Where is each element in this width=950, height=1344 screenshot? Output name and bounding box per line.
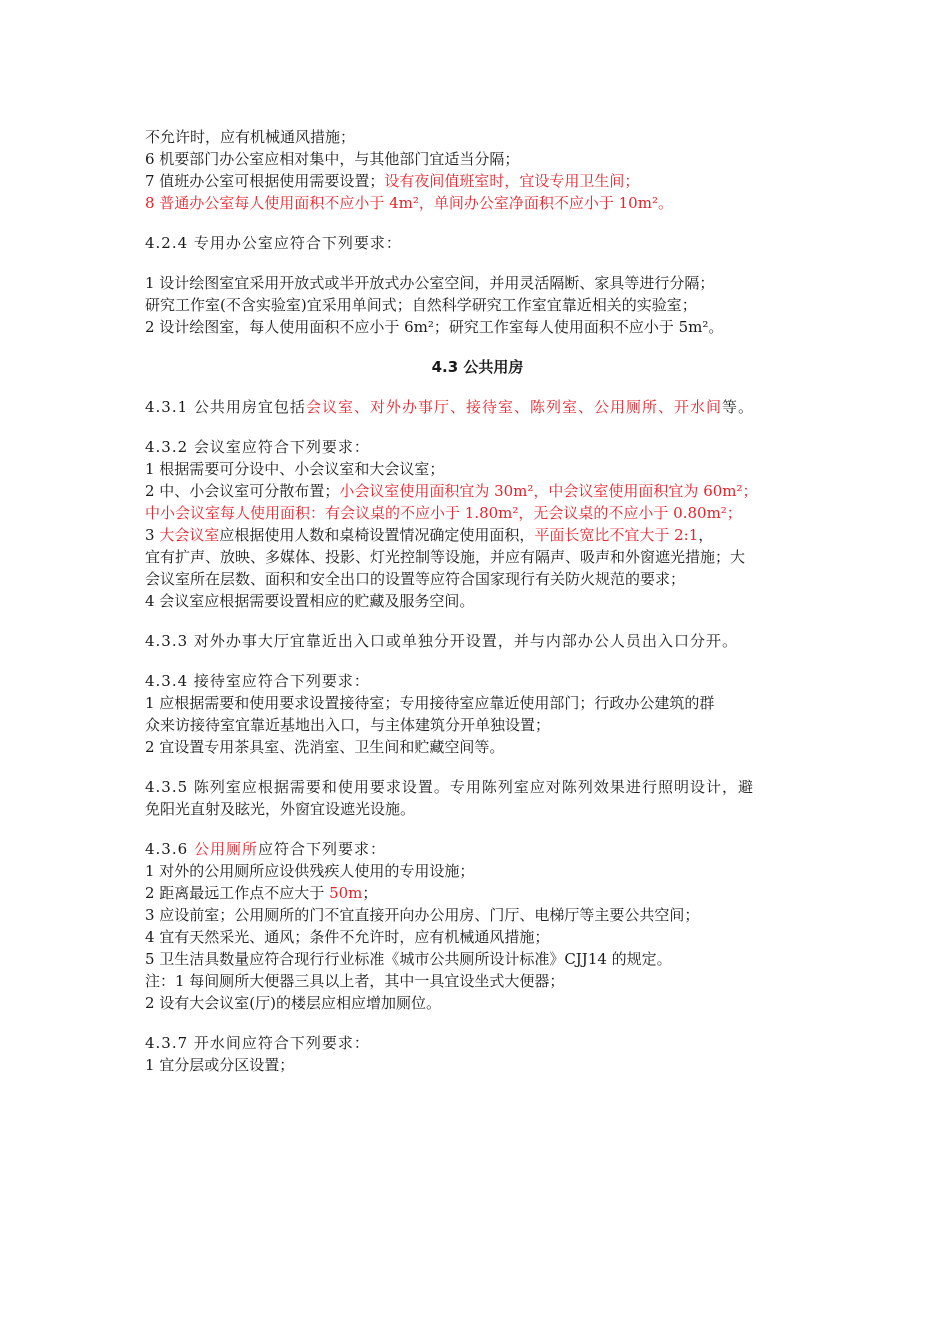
text-span: 2 中、小会议室可分散布置；: [145, 482, 340, 500]
text-span: 应符合下列要求：: [257, 840, 386, 858]
highlighted-text: 大会议室: [159, 526, 220, 544]
highlighted-text: 平面长宽比不宜大于 2:1: [534, 526, 699, 544]
text-line: 1 对外的公用厕所应设供残疾人使用的专用设施；: [145, 862, 475, 880]
text-line: 众来访接待室宜靠近基地出入口，与主体建筑分开单独设置；: [145, 716, 551, 734]
text-line: 2 宜设置专用茶具室、洗消室、卫生间和贮藏空间等。: [145, 738, 505, 756]
highlighted-line: 8 普通办公室每人使用面积不应小于 4m²，单间办公室净面积不应小于 10m²。: [145, 194, 673, 212]
text-span: 应根据使用人数和桌椅设置情况确定使用面积，: [219, 526, 535, 544]
text-span: 3: [145, 526, 160, 544]
text-line: 5 卫生洁具数量应符合现行行业标准《城市公共厕所设计标准》CJJ14 的规定。: [145, 950, 672, 968]
text-line: 4 会议室应根据需要设置相应的贮藏及服务空间。: [145, 592, 475, 610]
text-span: ；: [362, 884, 378, 902]
text-line: [145, 480, 810, 502]
text-line: 3 应设前室；公用厕所的门不宜直接开向办公用房、门厅、电梯厅等主要公共空间；: [145, 906, 700, 924]
section-4-3-4: 4.3.4 接待室应符合下列要求：: [145, 672, 370, 690]
text-line: 不允许时，应有机械通风措施；: [145, 128, 356, 146]
text-line: 1 应根据需要和使用要求设置接待室；专用接待室应靠近使用部门；行政办公建筑的群: [145, 694, 715, 712]
text-line: 研究工作室(不含实验室)宜采用单间式；自然科学研究工作室宜靠近相关的实验室；: [145, 296, 697, 314]
text-span: ，: [698, 526, 714, 544]
section-4-2-4: 4.2.4 专用办公室应符合下列要求：: [145, 234, 402, 252]
text-line: 6 机要部门办公室应相对集中，与其他部门宜适当分隔；: [145, 150, 520, 168]
highlighted-text: 会议室、对外办事厅、接待室、陈列室、公用厕所、开水间: [305, 398, 722, 416]
section-4-3-6: [145, 838, 810, 860]
highlighted-text: 设有夜间值班室时，宜设专用卫生间；: [384, 172, 640, 190]
document-body: [145, 126, 810, 1076]
highlighted-text: 50m: [329, 884, 363, 902]
text-line: [145, 524, 810, 546]
text-span: 等。: [721, 398, 754, 416]
section-4-3-2: 4.3.2 会议室应符合下列要求：: [145, 438, 370, 456]
text-span: 4.3.6: [145, 840, 194, 858]
text-line: 1 设计绘图室宜采用开放式或半开放式办公室空间，并用灵活隔断、家具等进行分隔；: [145, 274, 715, 292]
text-line: 2 设计绘图室，每人使用面积不应小于 6m²；研究工作室每人使用面积不应小于 5m²。: [145, 318, 724, 336]
section-4-3-3: 4.3.3 对外办事大厅宜靠近出入口或单独分开设置，并与内部办公人员出入口分开。: [145, 632, 738, 650]
text-span: 2 距离最远工作点不应大于: [145, 884, 330, 902]
text-line: [145, 170, 810, 192]
text-line: 1 根据需要可分设中、小会议室和大会议室；: [145, 460, 445, 478]
note-line: 注：1 每间厕所大便器三具以上者，其中一具宜设坐式大便器；: [145, 972, 565, 990]
text-span: 4.3.1 公共用房宜包括: [145, 398, 306, 416]
text-line: 会议室所在层数、面积和安全出口的设置等应符合国家现行有关防火规范的要求；: [145, 570, 686, 588]
text-line: 宜有扩声、放映、多媒体、投影、灯光控制等设施，并应有隔声、吸声和外窗遮光措施；大: [145, 548, 746, 566]
section-heading-4-3: 4.3 公共用房: [431, 358, 524, 376]
text-line: 1 宜分层或分区设置；: [145, 1056, 295, 1074]
text-line: [145, 882, 810, 904]
highlighted-text: 公用厕所: [193, 840, 258, 858]
highlighted-line: 中小会议室每人使用面积：有会议桌的不应小于 1.80m²，无会议桌的不应小于 0.80m²；: [145, 504, 742, 522]
text-line: 4 宜有天然采光、通风；条件不允许时，应有机械通风措施；: [145, 928, 550, 946]
section-4-3-1: [145, 396, 810, 418]
text-line: 免阳光直射及眩光，外窗宜设遮光设施。: [145, 800, 416, 818]
text-span: 7 值班办公室可根据使用需要设置；: [145, 172, 385, 190]
section-4-3-7: 4.3.7 开水间应符合下列要求：: [145, 1034, 370, 1052]
note-line: 2 设有大会议室(厅)的楼层应相应增加厕位。: [145, 994, 442, 1012]
section-4-3-5: 4.3.5 陈列室应根据需要和使用要求设置。专用陈列室应对陈列效果进行照明设计，避: [145, 778, 754, 796]
highlighted-text: 小会议室使用面积宜为 30m²，中会议室使用面积宜为 60m²；: [339, 482, 758, 500]
